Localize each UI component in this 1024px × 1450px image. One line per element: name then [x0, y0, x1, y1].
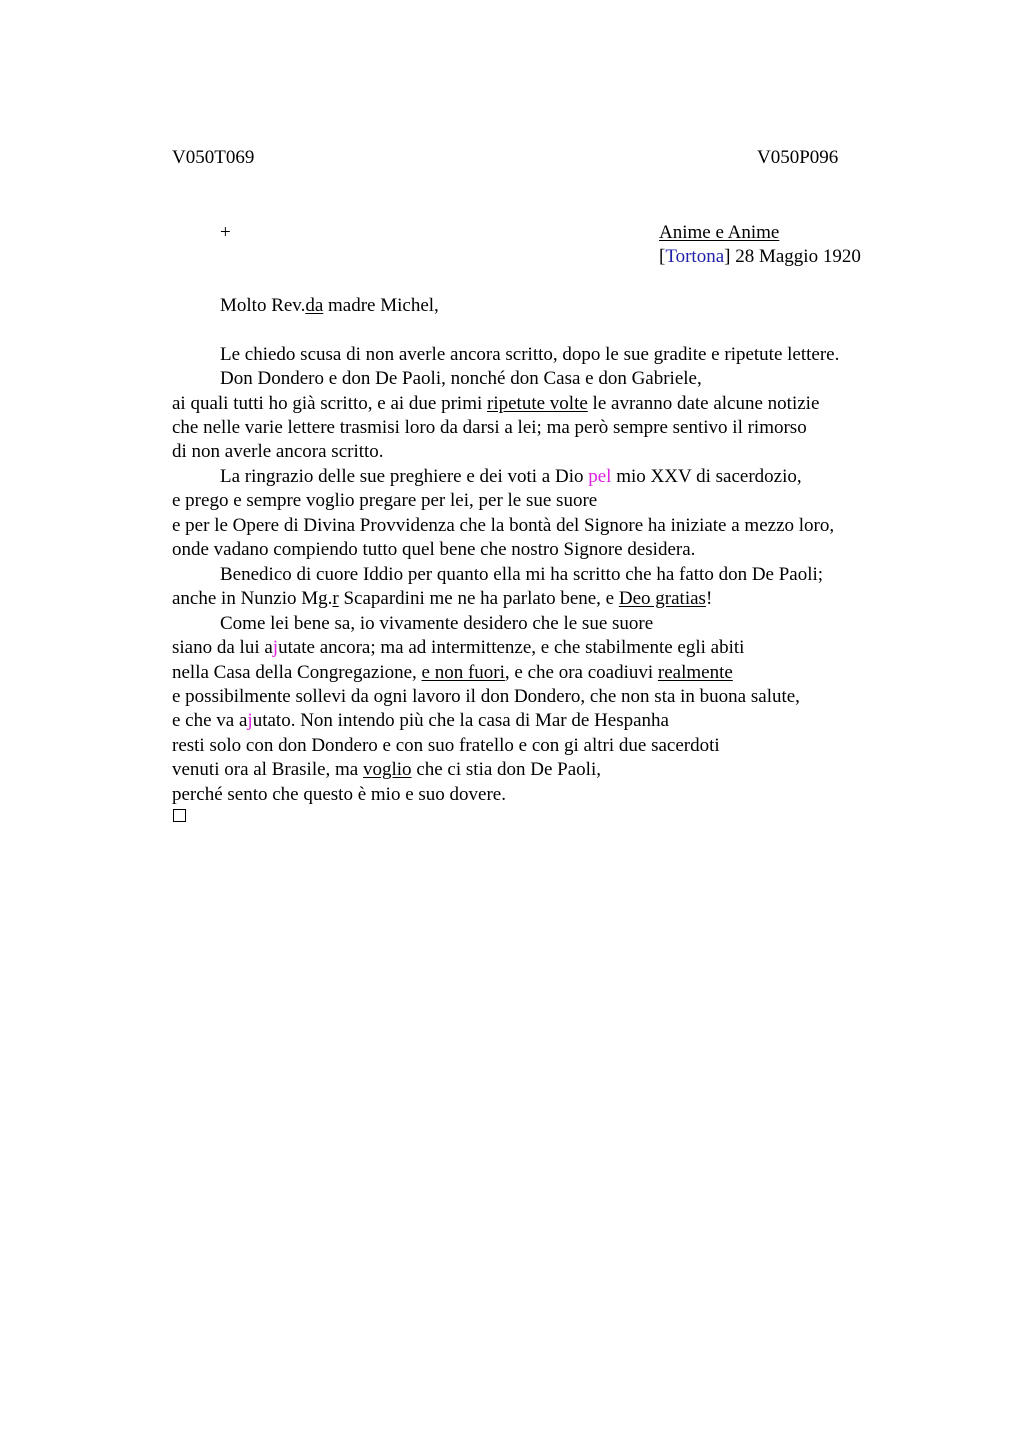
body-line: e prego e sempre voglio pregare per lei, per le sue suore	[172, 490, 598, 511]
body-line: e possibilmente sollevi da ogni lavoro il don Dondero, che non sta in buona salute,	[172, 686, 800, 707]
place-name: Tortona	[665, 246, 725, 267]
bracket-open: [	[659, 246, 666, 267]
end-box-marker	[173, 809, 186, 822]
body-line: La ringrazio delle sue preghiere e dei voti a Dio pel mio XXV di sacerdozio,	[220, 466, 802, 487]
body-line: anche in Nunzio Mg.r Scapardini me ne ha parlato bene, e Deo gratias!	[172, 588, 713, 609]
body-line: Don Dondero e don De Paoli, nonché don Casa e don Gabriele,	[220, 368, 702, 389]
body-line: ai quali tutti ho già scritto, e ai due primi ripetute volte le avranno date alcune notizie	[172, 393, 820, 414]
body-line: e per le Opere di Divina Provvidenza che la bontà del Signore ha iniziate a mezzo loro,	[172, 515, 835, 536]
document-code-left: V050T069	[172, 147, 255, 168]
body-line: perché sento che questo è mio e suo dovere.	[172, 784, 506, 805]
salutation: Molto Rev.da madre Michel,	[220, 295, 439, 316]
bracket-close: ]	[724, 246, 731, 267]
body-line: resti solo con don Dondero e con suo fratello e con gi altri due sacerdoti	[172, 735, 720, 756]
letter-place-date	[659, 245, 861, 269]
body-line: Come lei bene sa, io vivamente desidero che le sue suore	[220, 613, 654, 634]
body-line: Benedico di cuore Iddio per quanto ella mi ha scritto che ha fatto don De Paoli;	[220, 564, 824, 585]
body-line: di non averle ancora scritto.	[172, 441, 384, 462]
cross-mark: +	[220, 222, 231, 243]
letter-heading-title: Anime e Anime	[659, 222, 780, 243]
body-line: venuti ora al Brasile, ma voglio che ci stia don De Paoli,	[172, 759, 601, 780]
body-line: onde vadano compiendo tutto quel bene che nostro Signore desidera.	[172, 539, 696, 560]
letter-date: 28 Maggio 1920	[730, 246, 861, 267]
document-code-right: V050P096	[757, 147, 839, 168]
body-line: e che va ajutato. Non intendo più che la casa di Mar de Hespanha	[172, 710, 669, 731]
body-line: che nelle varie lettere trasmisi loro da darsi a lei; ma però sempre sentivo il rimorso	[172, 417, 807, 438]
body-line: Le chiedo scusa di non averle ancora scritto, dopo le sue gradite e ripetute lettere.	[220, 344, 840, 365]
body-line: nella Casa della Congregazione, e non fuori, e che ora coadiuvi realmente	[172, 662, 733, 683]
body-line: siano da lui ajutate ancora; ma ad intermittenze, e che stabilmente egli abiti	[172, 637, 745, 658]
